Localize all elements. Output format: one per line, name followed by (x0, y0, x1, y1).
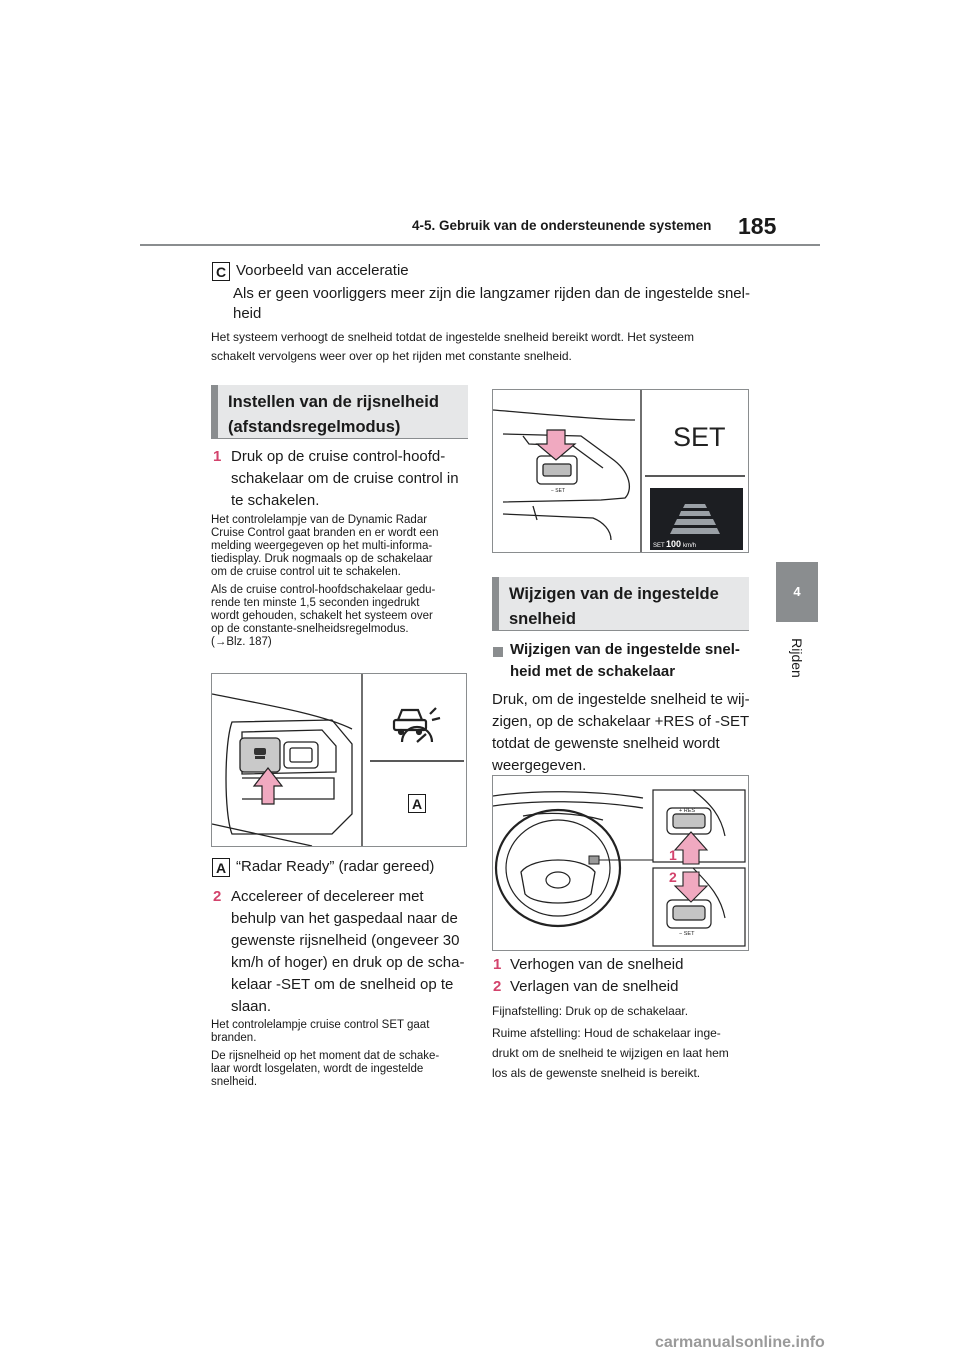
step-1-line-2: schakelaar om de cruise control in (231, 470, 459, 487)
figure-set-display (492, 389, 749, 553)
header-rule (140, 244, 820, 246)
figure-steering-art (493, 776, 749, 951)
mini-set-text: SET (653, 543, 665, 549)
para-2-line-3: wordt gehouden, schakelt het systeem over (211, 610, 433, 622)
item-2-text: Verlagen van de snelheid (510, 978, 679, 995)
figure-radar-ready (211, 673, 467, 847)
figure-steering-switch (492, 775, 749, 951)
step-2-line-1: Accelereer of decelereer met (231, 888, 424, 905)
step-2-line-6: slaan. (231, 998, 272, 1015)
bullet-square-icon (493, 647, 503, 657)
switch-location-marker (589, 856, 599, 864)
note-coarse-line-3: los als de gewenste snelheid is bereikt. (492, 1066, 701, 1080)
para-1-line-5: om de cruise control uit te schakelen. (211, 566, 401, 578)
para-4-line-1: De rijsnelheid op het moment dat de schake- (211, 1050, 440, 1062)
body-line-4: weergegeven. (492, 757, 587, 774)
fig-number-1: 1 (669, 847, 677, 863)
body-line-1: Druk, om de ingestelde snelheid te wij- (492, 691, 750, 708)
chapter-side-label (780, 630, 814, 686)
section-heading-set-speed (211, 385, 468, 439)
label-c-sub-1: Als er geen voorliggers meer zijn die langzamer rijden dan de ingestelde snel- (233, 285, 750, 302)
set-big-label: SET (673, 422, 726, 452)
para-3-line-2: branden. (211, 1032, 257, 1044)
step-2-line-2: behulp van het gaspedaal naar de (231, 910, 458, 927)
figure-radar-ready-art (212, 674, 467, 847)
cruise-car-icon-small (254, 748, 266, 759)
set-switch-text: − SET (551, 488, 566, 494)
side-switch-button (284, 742, 318, 768)
step-2-line-3: gewenste rijsnelheid (ongeveer 30 (231, 932, 460, 949)
section-heading-line-1: Instellen van de rijsnelheid (228, 393, 439, 411)
switch-panel (226, 720, 352, 834)
chapter-label-text: Rijden (789, 638, 806, 678)
dashboard-lines (493, 792, 643, 820)
para-1-line-2: Cruise Control gaat branden en er wordt een (211, 527, 439, 539)
note-coarse-line-2: drukt om de snelheid te wijzigen en laat hem (492, 1046, 729, 1060)
label-a-text: “Radar Ready” (radar gereed) (236, 858, 435, 875)
figure-label-a: A (408, 794, 426, 813)
set-switch-button (543, 464, 571, 476)
step-1-line-3: te schakelen. (231, 492, 320, 509)
set-switch-button-2 (673, 906, 705, 920)
item-1-number: 1 (493, 956, 502, 973)
para-1-line-4: tiedisplay. Druk nogmaals op de schakelaar (211, 553, 433, 565)
page-number: 185 (738, 213, 777, 239)
label-a-box: A (212, 858, 230, 877)
step-2-line-4: km/h of hoger) en druk op de scha- (231, 954, 465, 971)
intro-note-2: schakelt vervolgens weer over op het rijden met constante snelheid. (211, 349, 572, 363)
item-2-number: 2 (493, 978, 502, 995)
body-line-3: totdat de gewenste snelheid wordt (492, 735, 720, 752)
res-text: + RES (679, 808, 696, 814)
section2-heading-line-1: Wijzigen van de ingestelde (509, 585, 719, 603)
mini-unit-text: km/h (683, 543, 697, 549)
set-text: − SET (679, 931, 695, 937)
sub-heading-line-1: Wijzigen van de ingestelde snel- (510, 641, 740, 658)
dash-line (212, 694, 352, 729)
intro-note-1: Het systeem verhoogt de snelheid totdat de ingestelde snelheid bereikt wordt. Het systeem (211, 330, 694, 344)
para-4-line-2: laar wordt losgelaten, wordt de ingestelde (211, 1063, 424, 1075)
para-2-line-5: (→Blz. 187) (211, 636, 272, 648)
section-heading-line-2: (afstandsregelmodus) (228, 418, 401, 436)
section2-heading-line-2: snelheid (509, 610, 576, 628)
para-2-line-4: op de constante-snelheidsregelmodus. (211, 623, 409, 635)
para-3-line-1: Het controlelampje cruise control SET gaat (211, 1019, 430, 1031)
label-c-box: C (212, 262, 230, 281)
radar-cruise-icon (394, 708, 440, 742)
res-switch-button (673, 814, 705, 828)
sub-heading-line-2: heid met de schakelaar (510, 663, 676, 680)
figure-set-art (493, 390, 749, 553)
label-c-sub-2: heid (233, 305, 262, 322)
body-line-2: zigen, op de schakelaar +RES of -SET (492, 713, 750, 730)
chapter-tab: 4 (776, 562, 818, 622)
mini-speed-text: 100 (666, 539, 682, 549)
steering-wheel-icon (496, 810, 620, 926)
para-2-line-1: Als de cruise control-hoofdschakelaar gedu- (211, 584, 436, 596)
para-2-line-2: rende ten minste 1,5 seconden ingedrukt (211, 597, 420, 609)
item-1-text: Verhogen van de snelheid (510, 956, 684, 973)
running-header: 4-5. Gebruik van de ondersteunende systemen (412, 218, 712, 233)
fig-number-2: 2 (669, 869, 677, 885)
watermark: carmanualsonline.info (655, 1334, 825, 1351)
step-1-number: 1 (213, 448, 222, 465)
section-heading-change-speed (492, 577, 749, 631)
para-4-line-3: snelheid. (211, 1076, 258, 1088)
step-2-number: 2 (213, 888, 222, 905)
step-1-line-1: Druk op de cruise control-hoofd- (231, 448, 446, 465)
note-coarse-line-1: Ruime afstelling: Houd de schakelaar inge- (492, 1026, 721, 1040)
label-c-text: Voorbeeld van acceleratie (236, 262, 409, 279)
step-2-line-5: kelaar -SET om de snelheid op te (231, 976, 454, 993)
para-1-line-1: Het controlelampje van de Dynamic Radar (211, 514, 428, 526)
note-fine: Fijnafstelling: Druk op de schakelaar. (492, 1004, 689, 1018)
para-1-line-3: melding weergegeven op het multi-informa- (211, 540, 433, 552)
